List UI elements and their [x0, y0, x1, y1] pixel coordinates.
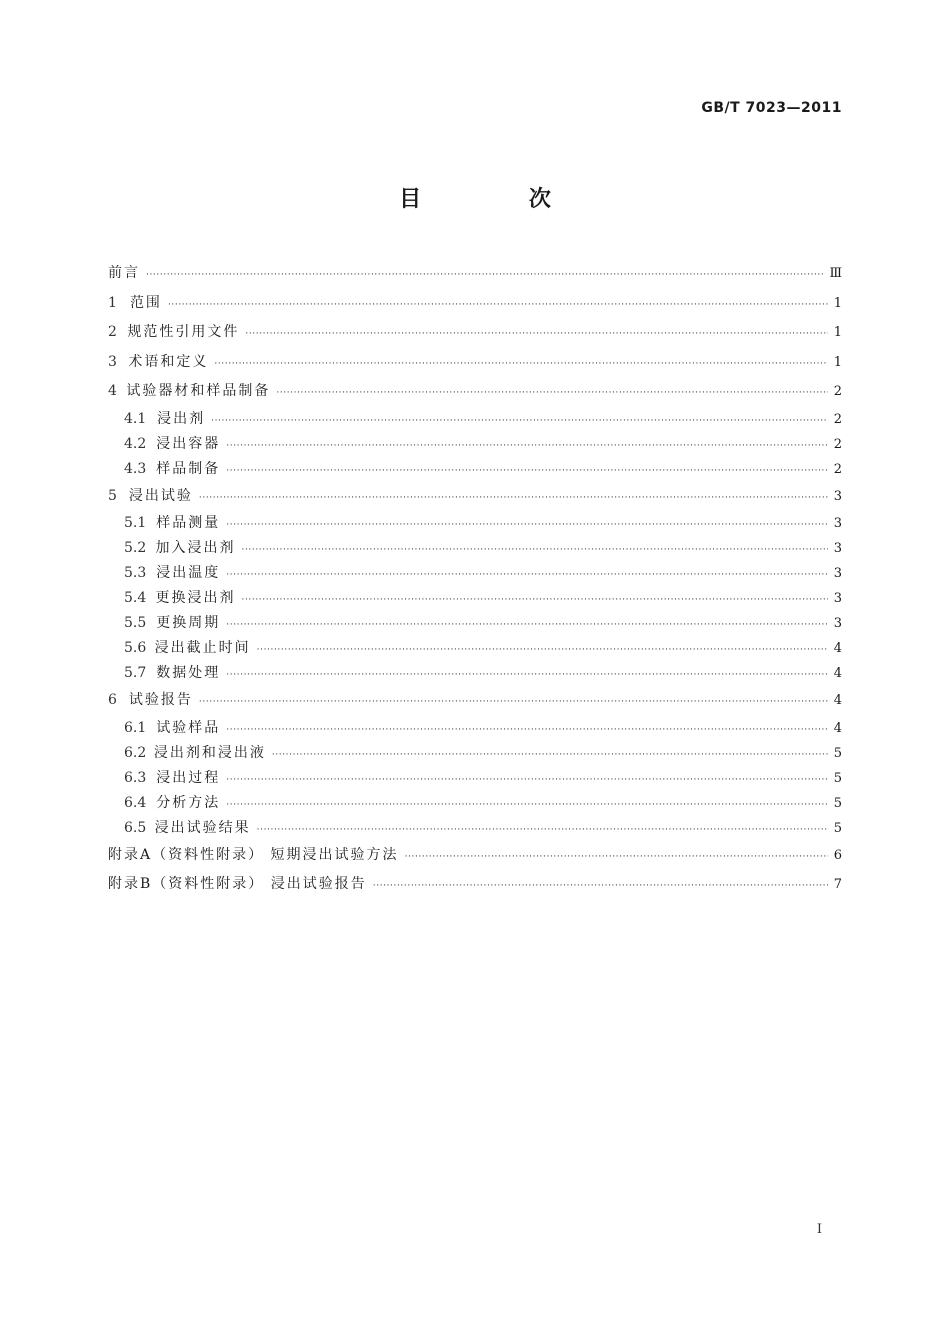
toc-entry[interactable] [108, 841, 842, 871]
toc-entry-number: 6.2 [124, 744, 147, 761]
toc-leader-dots [214, 350, 827, 380]
toc-leader-dots [199, 484, 828, 514]
toc-entry-page: 3 [833, 591, 842, 606]
toc-leader-dots [199, 688, 828, 718]
toc-entry-number: 5.5 [124, 615, 147, 631]
toc-entry-label: 试验报告 [128, 692, 193, 708]
toc-leader-dots [168, 291, 828, 321]
toc-entry-label: 浸出剂 [157, 410, 206, 427]
toc-entry-number: 4 [108, 383, 117, 399]
toc-entry-number: 4.3 [124, 460, 147, 477]
toc-entry-number: 4.1 [124, 410, 147, 427]
toc-entry-number: 5.6 [124, 640, 147, 656]
toc-entry-number: 3 [108, 353, 117, 370]
toc-leader-dots [226, 663, 827, 688]
toc-leader-dots [245, 320, 827, 350]
toc-entry[interactable] [108, 716, 842, 741]
table-of-contents [108, 259, 842, 900]
toc-entry[interactable] [108, 259, 842, 289]
toc-leader-dots [257, 818, 828, 843]
toc-entry[interactable] [108, 318, 842, 348]
toc-entry-page: 6 [833, 847, 842, 863]
toc-entry-page: 2 [833, 411, 842, 427]
toc-entry[interactable] [108, 766, 842, 791]
toc-entry-label: 更换周期 [156, 615, 221, 631]
toc-entry-page: 2 [833, 384, 842, 399]
toc-entry[interactable] [108, 636, 842, 661]
toc-entry[interactable] [108, 661, 842, 686]
toc-entry-page: 4 [833, 693, 842, 708]
toc-entry-number: 5.3 [124, 565, 147, 581]
toc-leader-dots [226, 613, 827, 638]
toc-entry[interactable] [108, 791, 842, 816]
toc-entry-label: 浸出截止时间 [154, 640, 251, 656]
toc-leader-dots [226, 459, 827, 484]
toc-leader-dots [226, 434, 827, 459]
toc-entry-number: 4.2 [124, 435, 147, 452]
toc-entry-page: 7 [833, 877, 842, 892]
toc-entry[interactable] [108, 377, 842, 407]
toc-entry-label: 前言 [108, 265, 140, 281]
toc-leader-dots [373, 872, 828, 902]
toc-leader-dots [226, 793, 827, 818]
toc-leader-dots [226, 563, 827, 588]
toc-entry-number: 6.5 [124, 819, 147, 836]
toc-entry[interactable] [108, 611, 842, 636]
toc-entry[interactable] [108, 457, 842, 482]
toc-leader-dots [226, 768, 827, 793]
toc-entry-page: 4 [833, 720, 842, 736]
toc-entry-number: 1 [108, 294, 117, 311]
toc-entry-label: 浸出剂和浸出液 [153, 744, 266, 761]
toc-entry-label: 规范性引用文件 [127, 324, 240, 340]
toc-entry-page: 1 [833, 354, 842, 370]
toc-leader-dots [241, 538, 827, 563]
toc-entry[interactable] [108, 816, 842, 841]
toc-entry-number: 5.1 [124, 515, 147, 531]
toc-entry-number: 2 [108, 324, 117, 340]
toc-entry-page: 2 [833, 461, 842, 477]
toc-entry-page: 5 [833, 820, 842, 836]
toc-entry-number: 5.7 [124, 665, 147, 681]
toc-entry-number: 6.1 [124, 719, 147, 736]
toc-entry-label: 试验样品 [156, 719, 221, 736]
toc-entry-label: 浸出试验 [128, 487, 193, 504]
toc-entry-number: 6.4 [124, 794, 147, 811]
toc-entry-page: 4 [833, 641, 842, 656]
toc-entry-page: 3 [833, 488, 842, 504]
toc-entry-label: 分析方法 [156, 794, 221, 811]
toc-entry-number: 6 [108, 692, 117, 708]
toc-entry-label: 加入浸出剂 [155, 540, 236, 556]
standard-code: GB/T 7023—2011 [701, 100, 842, 116]
toc-entry-page: 3 [833, 516, 842, 531]
toc-leader-dots [241, 588, 827, 613]
toc-entry[interactable] [108, 870, 842, 900]
toc-entry-label: 更换浸出剂 [155, 590, 236, 606]
toc-entry-label: 附录B（资料性附录） 浸出试验报告 [108, 876, 367, 892]
toc-entry[interactable] [108, 511, 842, 536]
toc-entry-page: 5 [833, 795, 842, 811]
toc-entry[interactable] [108, 561, 842, 586]
toc-leader-dots [272, 743, 828, 768]
toc-entry-label: 数据处理 [156, 665, 221, 681]
toc-entry[interactable] [108, 586, 842, 611]
toc-entry-label: 术语和定义 [128, 353, 209, 370]
toc-entry-number: 5.2 [124, 540, 147, 556]
toc-entry-page: 3 [833, 541, 842, 556]
toc-entry[interactable] [108, 348, 842, 378]
toc-leader-dots [257, 638, 828, 663]
toc-entry[interactable] [108, 407, 842, 432]
toc-leader-dots [226, 513, 827, 538]
toc-leader-dots [405, 843, 828, 873]
toc-leader-dots [146, 261, 823, 291]
toc-entry-page: 4 [833, 666, 842, 681]
toc-entry[interactable] [108, 482, 842, 512]
toc-entry-label: 样品制备 [156, 460, 221, 477]
toc-title: 目 次 [399, 187, 601, 212]
toc-entry-number: 5.4 [124, 590, 147, 606]
toc-leader-dots [276, 379, 827, 409]
toc-entry-label: 范围 [129, 294, 162, 311]
toc-entry-number: 5 [108, 487, 117, 504]
toc-entry-page: 3 [833, 566, 842, 581]
toc-entry[interactable] [108, 432, 842, 457]
toc-leader-dots [226, 718, 827, 743]
toc-entry-label: 浸出试验结果 [154, 819, 251, 836]
toc-entry-page: 2 [833, 436, 842, 452]
toc-entry-label: 浸出温度 [156, 565, 221, 581]
page-number: I [816, 1222, 822, 1237]
toc-entry-page: 1 [833, 325, 842, 340]
toc-entry-page: 3 [833, 616, 842, 631]
toc-entry[interactable] [108, 289, 842, 319]
toc-entry-label: 附录A（资料性附录） 短期浸出试验方法 [108, 846, 399, 863]
toc-entry-page: 5 [833, 770, 842, 786]
toc-entry-page: 5 [833, 745, 842, 761]
toc-entry[interactable] [108, 741, 842, 766]
toc-leader-dots [211, 409, 828, 434]
toc-entry-page: 1 [833, 295, 842, 311]
toc-entry-page: Ⅲ [829, 266, 842, 281]
toc-entry[interactable] [108, 686, 842, 716]
toc-entry-number: 6.3 [124, 769, 147, 786]
toc-entry-label: 试验器材和样品制备 [126, 383, 271, 399]
toc-entry[interactable] [108, 536, 842, 561]
toc-entry-label: 样品测量 [156, 515, 221, 531]
toc-entry-label: 浸出容器 [156, 435, 221, 452]
toc-entry-label: 浸出过程 [156, 769, 221, 786]
